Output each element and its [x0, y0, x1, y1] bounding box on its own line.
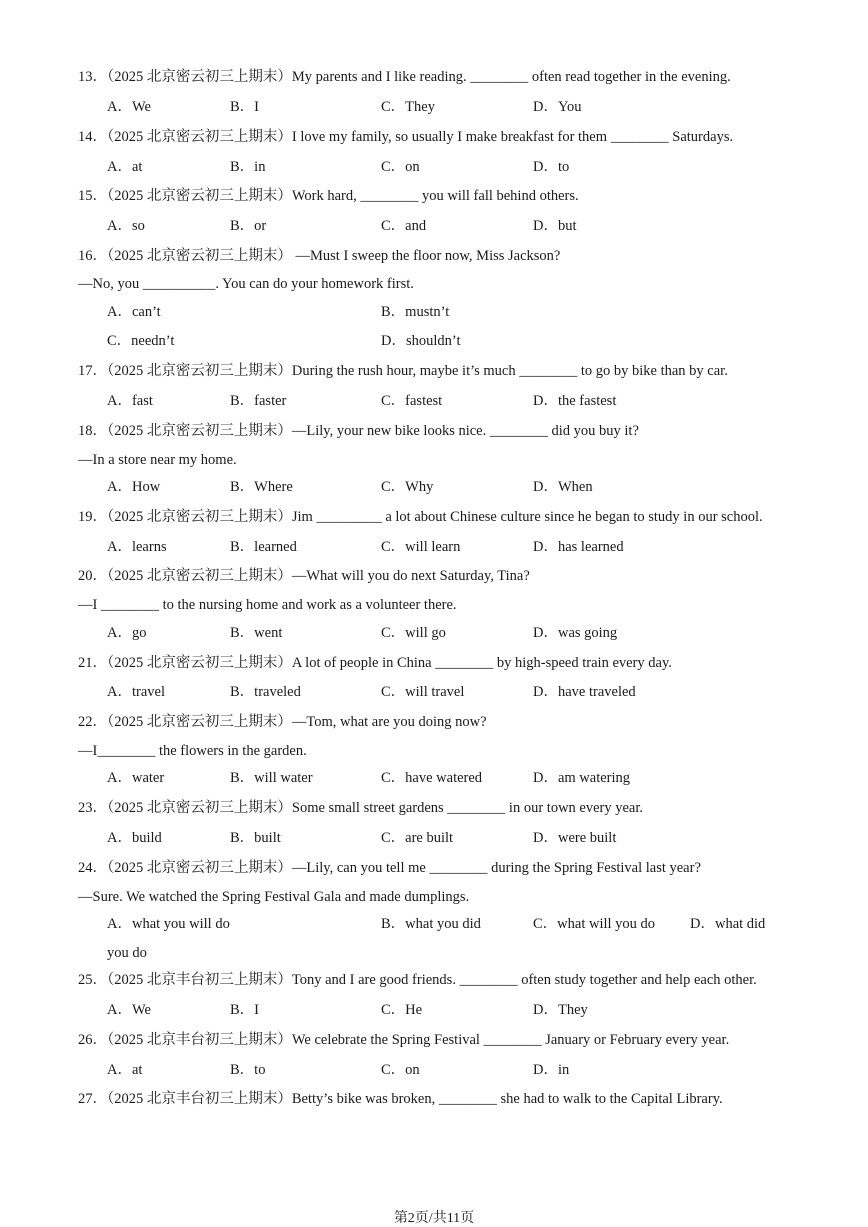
- option-c: C．will learn: [381, 539, 461, 555]
- option-b: B．built: [230, 830, 281, 846]
- option-b: B．faster: [230, 393, 287, 409]
- option-b: B．went: [230, 625, 283, 641]
- question-stem: 21．（2025 北京密云初三上期末）A lot of people in China ________ by high-speed train every day.: [78, 655, 672, 671]
- option-row: [107, 829, 807, 847]
- option-a: A．travel: [107, 684, 165, 700]
- question-stem: 14．（2025 北京密云初三上期末）I love my family, so usually I make breakfast for them ________ Saturdays.: [78, 129, 734, 145]
- option-row: [107, 1001, 807, 1019]
- option-row: [107, 332, 807, 350]
- option-d: D．They: [533, 1002, 588, 1018]
- option-d: D．You: [533, 99, 582, 115]
- option-a: A．We: [107, 99, 151, 115]
- option-row: [107, 624, 807, 642]
- option-c: C．on: [381, 159, 420, 175]
- option-b: B．will water: [230, 770, 313, 786]
- option-d: D．have traveled: [533, 684, 636, 700]
- question-stem: 13．（2025 北京密云初三上期末）My parents and I like reading. ________ often read together in the evening.: [78, 69, 731, 85]
- option-c: C．fastest: [381, 393, 443, 409]
- option-d: D．to: [533, 159, 570, 175]
- option-row: [107, 769, 807, 787]
- option-b: B．what you did: [381, 916, 481, 932]
- option-a: A．How: [107, 479, 161, 495]
- dialogue-reply: —I ________ to the nursing home and work as a volunteer there.: [78, 597, 457, 613]
- question-stem: 25．（2025 北京丰台初三上期末）Tony and I are good friends. ________ often study together and help each other.: [78, 972, 757, 988]
- option-a: A．fast: [107, 393, 153, 409]
- option-a: A．at: [107, 1062, 143, 1078]
- option-c: C．Why: [381, 479, 434, 495]
- question-stem: 26．（2025 北京丰台初三上期末）We celebrate the Spring Festival ________ January or February every year.: [78, 1032, 730, 1048]
- question-stem: 15．（2025 北京密云初三上期末）Work hard, ________ you will fall behind others.: [78, 188, 579, 204]
- option-d: D．When: [533, 479, 593, 495]
- dialogue-reply: —Sure. We watched the Spring Festival Gala and made dumplings.: [78, 889, 470, 905]
- option-a: A．so: [107, 218, 145, 234]
- option-a: A．at: [107, 159, 143, 175]
- option-b: B．in: [230, 159, 266, 175]
- option-c: C．will travel: [381, 684, 465, 700]
- option-c: C．and: [381, 218, 427, 234]
- option-b: B．Where: [230, 479, 293, 495]
- option-row: [107, 683, 807, 701]
- page-number: 第2页/共11页: [393, 1211, 475, 1226]
- question-stem: 22．（2025 北京密云初三上期末）—Tom, what are you doing now?: [78, 714, 487, 730]
- option-c: C．They: [381, 99, 435, 115]
- option-b: B．I: [230, 99, 259, 115]
- question-stem: 18．（2025 北京密云初三上期末）—Lily, your new bike looks nice. ________ did you buy it?: [78, 423, 639, 439]
- option-d-continued: you do: [107, 945, 147, 961]
- option-d: D．were built: [533, 830, 617, 846]
- option-row: [107, 915, 807, 933]
- option-a: A．learns: [107, 539, 167, 555]
- dialogue-reply: —In a store near my home.: [78, 452, 237, 468]
- option-d: D．am watering: [533, 770, 631, 786]
- question-stem: 17．（2025 北京密云初三上期末）During the rush hour, maybe it’s much ________ to go by bike than by car.: [78, 363, 728, 379]
- option-c: C．needn’t: [107, 333, 175, 349]
- option-a: A．what you will do: [107, 916, 230, 932]
- option-row: [107, 217, 807, 235]
- option-d: D．was going: [533, 625, 618, 641]
- option-row: [107, 1061, 807, 1079]
- option-a: A．build: [107, 830, 162, 846]
- option-a: A．water: [107, 770, 165, 786]
- option-c: C．have watered: [381, 770, 483, 786]
- option-c: C．on: [381, 1062, 420, 1078]
- question-stem: 27．（2025 北京丰台初三上期末）Betty’s bike was broken, ________ she had to walk to the Capital Library.: [78, 1091, 723, 1107]
- option-row: [107, 158, 807, 176]
- option-a: A．can’t: [107, 304, 161, 320]
- option-d: D．has learned: [533, 539, 624, 555]
- option-row-wrap: [107, 944, 807, 962]
- question-stem: 19．（2025 北京密云初三上期末）Jim _________ a lot about Chinese culture since he began to study in our school.: [78, 509, 763, 525]
- option-c: C．will go: [381, 625, 446, 641]
- option-c: C．are built: [381, 830, 454, 846]
- option-d: D．shouldn’t: [381, 333, 461, 349]
- question-stem: 24．（2025 北京密云初三上期末）—Lily, can you tell me ________ during the Spring Festival last year?: [78, 860, 701, 876]
- option-d: D．but: [533, 218, 577, 234]
- option-b: B．learned: [230, 539, 297, 555]
- option-row: [107, 303, 807, 321]
- question-stem: 20．（2025 北京密云初三上期末）—What will you do next Saturday, Tina?: [78, 568, 530, 584]
- dialogue-reply: —I________ the flowers in the garden.: [78, 743, 307, 759]
- option-b: B．I: [230, 1002, 259, 1018]
- option-d: D．in: [533, 1062, 570, 1078]
- option-b: B．mustn’t: [381, 304, 450, 320]
- option-d: D．the fastest: [533, 393, 617, 409]
- option-d: D．what did: [690, 916, 766, 932]
- option-b: B．traveled: [230, 684, 301, 700]
- dialogue-reply: —No, you __________. You can do your homework first.: [78, 276, 414, 292]
- option-row: [107, 392, 807, 410]
- question-stem: 23．（2025 北京密云初三上期末）Some small street gardens ________ in our town every year.: [78, 800, 644, 816]
- option-b: B．or: [230, 218, 267, 234]
- option-c: C．He: [381, 1002, 423, 1018]
- option-row: [107, 98, 807, 116]
- option-row: [107, 538, 807, 556]
- option-row: [107, 478, 807, 496]
- question-stem: 16．（2025 北京密云初三上期末） —Must I sweep the floor now, Miss Jackson?: [78, 248, 561, 264]
- option-b: B．to: [230, 1062, 266, 1078]
- option-a: A．go: [107, 625, 147, 641]
- option-c: C．what will you do: [533, 916, 656, 932]
- option-a: A．We: [107, 1002, 151, 1018]
